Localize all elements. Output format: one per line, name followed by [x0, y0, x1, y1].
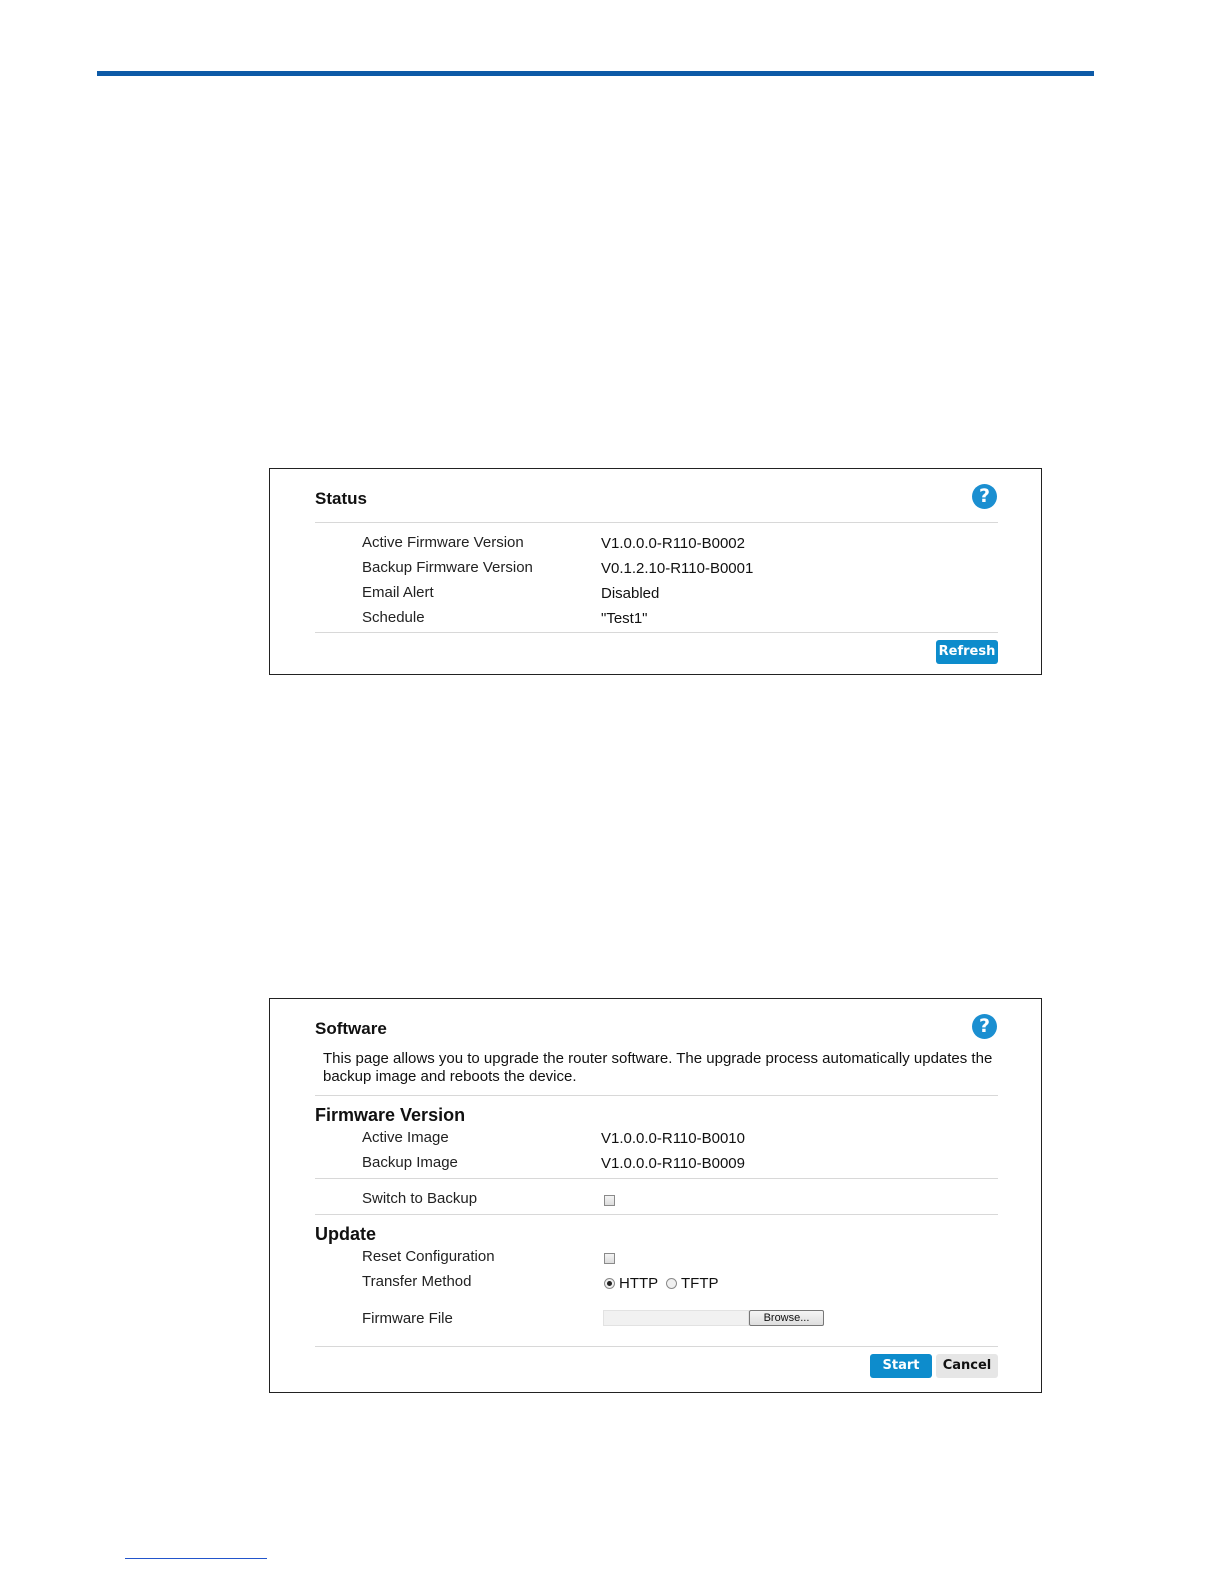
update-heading: Update: [315, 1224, 377, 1244]
footer-link-underline: [125, 1558, 267, 1559]
question-mark-icon[interactable]: ?: [972, 1014, 997, 1039]
firmware-file-label: Firmware File: [362, 1310, 453, 1327]
backup-image-value: V1.0.0.0-R110-B0009: [601, 1155, 745, 1172]
transfer-method-label: Transfer Method: [362, 1273, 472, 1290]
switch-to-backup-label: Switch to Backup: [362, 1190, 478, 1207]
transfer-http-radio[interactable]: [604, 1278, 615, 1289]
firmware-file-input[interactable]: [603, 1310, 749, 1326]
start-button[interactable]: Start: [870, 1354, 932, 1378]
divider: [315, 632, 998, 633]
divider: [315, 522, 998, 523]
question-mark-icon[interactable]: ?: [972, 484, 997, 509]
software-description: This page allows you to upgrade the router software. The upgrade process automatically updates the backup image and reboots the device.: [323, 1050, 993, 1085]
divider: [315, 1346, 998, 1347]
transfer-tftp-label[interactable]: TFTP: [681, 1275, 719, 1292]
transfer-http-label[interactable]: HTTP: [619, 1275, 659, 1292]
status-panel: [269, 468, 1042, 675]
status-label-active-firmware: Active Firmware Version: [362, 534, 524, 551]
firmware-version-heading: Firmware Version: [315, 1105, 466, 1125]
status-panel-title: Status: [315, 489, 367, 508]
transfer-tftp-radio[interactable]: [666, 1278, 677, 1289]
browse-button[interactable]: Browse...: [749, 1310, 824, 1326]
divider: [315, 1178, 998, 1179]
status-value-schedule: "Test1": [601, 610, 648, 627]
active-image-value: V1.0.0.0-R110-B0010: [601, 1130, 745, 1147]
divider: [315, 1095, 998, 1096]
page-header-rule: [97, 71, 1094, 76]
reset-configuration-label: Reset Configuration: [362, 1248, 495, 1265]
refresh-button[interactable]: Refresh: [936, 640, 998, 664]
status-label-email-alert: Email Alert: [362, 584, 434, 601]
switch-to-backup-checkbox[interactable]: [604, 1195, 615, 1206]
status-value-email-alert: Disabled: [601, 585, 660, 602]
active-image-label: Active Image: [362, 1129, 449, 1146]
cancel-button[interactable]: Cancel: [936, 1354, 998, 1378]
software-panel: [269, 998, 1042, 1393]
backup-image-label: Backup Image: [362, 1154, 458, 1171]
reset-configuration-checkbox[interactable]: [604, 1253, 615, 1264]
status-value-backup-firmware: V0.1.2.10-R110-B0001: [601, 560, 754, 577]
status-label-backup-firmware: Backup Firmware Version: [362, 559, 533, 576]
divider: [315, 1214, 998, 1215]
status-label-schedule: Schedule: [362, 609, 425, 626]
status-value-active-firmware: V1.0.0.0-R110-B0002: [601, 535, 745, 552]
software-panel-title: Software: [315, 1019, 387, 1038]
